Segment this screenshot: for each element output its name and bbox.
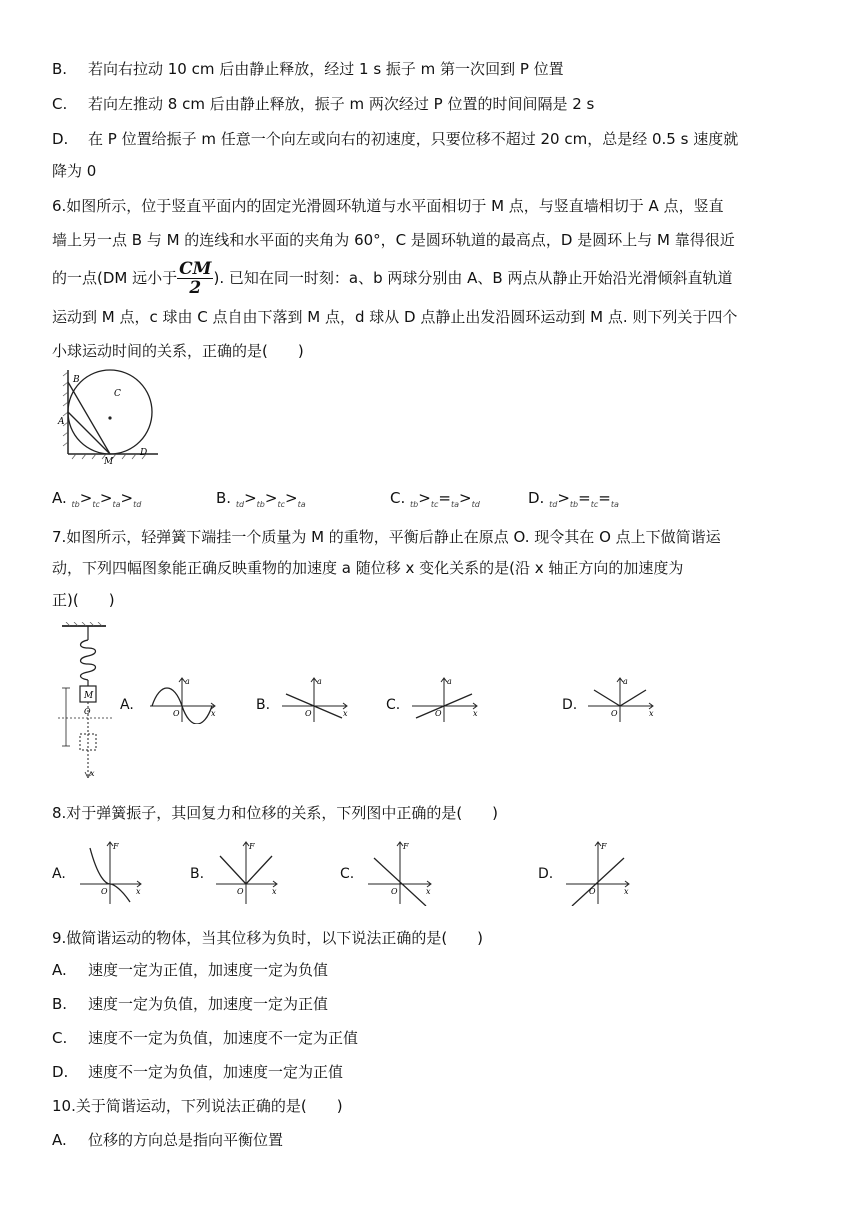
q6-option-c [390, 487, 480, 516]
q7-stem-line2: 动，下列四幅图象能正确反映重物的加速度 a 随位移 x 变化关系的是(沿 x 轴正方向的加速度为 [52, 559, 684, 577]
q5-option-b-text: 若向右拉动 10 cm 后由静止释放，经过 1 s 振子 m 第一次回到 P 位置 [88, 60, 564, 78]
q6-b-p6: ta [297, 500, 306, 509]
q6-fig-label-d: D [140, 448, 148, 458]
q5-option-d-label: D. [52, 130, 69, 148]
q6-d-p2: tb [569, 500, 579, 509]
q6-a-p2: tc [92, 500, 100, 509]
q5-option-b-label: B. [52, 60, 68, 78]
q5-option-d-text: 在 P 位置给振子 m 任意一个向左或向右的初速度，只要位移不超过 20 cm，总是经 0.5 s 速度就 [88, 130, 739, 148]
q6-option-a [52, 487, 141, 516]
q6-b-p0: td [235, 500, 245, 509]
q8-option-c-label: C. [340, 866, 355, 882]
q6-d-p1: > [557, 489, 570, 507]
q8-d-x-label: x [624, 887, 629, 896]
q9-option-a-text: 速度一定为正值，加速度一定为负值 [88, 961, 329, 979]
q8-option-d-label: D. [538, 866, 554, 882]
q6-b-p5: > [284, 489, 298, 507]
q6-b-p3: > [264, 489, 278, 507]
q9-option-d [52, 1061, 343, 1083]
q8-b-o-label: O [237, 887, 244, 896]
q9-option-c-text: 速度不一定为负值，加速度不一定为正值 [88, 1029, 359, 1047]
q6-stem-line5: 小球运动时间的关系，正确的是( ) [52, 342, 304, 360]
q6-fraction [177, 260, 213, 297]
q6-option-b [216, 487, 306, 516]
q6-circle-figure [52, 368, 162, 464]
q6-a-p6: td [133, 500, 142, 509]
q6-b-p2: tb [256, 500, 265, 509]
q7-graph-a [148, 676, 220, 724]
q10-stem: 10.关于简谐运动，下列说法正确的是( ) [52, 1097, 343, 1115]
q6-stem-line1: 6.如图所示，位于竖直平面内的固定光滑圆环轨道与水平面相切于 M 点，与竖直墙相切于 A 点，竖直 [52, 197, 724, 215]
q7-stem-line1: 7.如图所示，轻弹簧下端挂一个质量为 M 的重物，平衡后静止在原点 O. 现令其在 O 点上下做简谐运 [52, 528, 721, 546]
q7-c-o-label: O [435, 709, 442, 718]
q9-option-b-label: B. [52, 995, 68, 1013]
q7-option-b-label: B. [256, 697, 271, 713]
q6-d-p0: td [549, 500, 558, 509]
q5-option-d [52, 128, 738, 150]
q5-option-c-text: 若向左推动 8 cm 后由静止释放，振子 m 两次经过 P 位置的时间间隔是 2 s [88, 95, 595, 113]
q8-option-b-label: B. [190, 866, 205, 882]
q10-option-a [52, 1129, 283, 1151]
q6-d-p3: = [578, 489, 591, 507]
q8-c-y-label: F [403, 842, 409, 851]
q6-c-p6: td [471, 500, 480, 509]
q5-option-d-cont: 降为 0 [52, 162, 97, 180]
q6-stem-line3b: ). 已知在同一时刻：a、b 两球分别由 A、B 两点从静止开始沿光滑倾斜直轨道 [213, 269, 733, 287]
q8-graph-a [76, 840, 146, 906]
q6-stem-line4: 运动到 M 点，c 球由 C 点自由下落到 M 点，d 球从 D 点静止出发沿圆环运动到 M 点. 则下列关于四个 [52, 308, 738, 326]
q6-fig-label-m: M [104, 457, 114, 464]
q6-c-p1: > [418, 489, 431, 507]
q9-option-c-label: C. [52, 1029, 68, 1047]
q8-graph-b [212, 840, 282, 906]
q6-stem-line3a: 的一点(DM 远小于 [52, 269, 178, 287]
q7-option-d-label: D. [562, 697, 578, 713]
q6-fig-label-c: C [114, 389, 121, 399]
q6-d-p5: = [598, 489, 611, 507]
q6-frac-den: 2 [189, 278, 202, 298]
q7-c-x-label: x [473, 709, 478, 718]
q8-d-y-label: F [601, 842, 607, 851]
q8-graph-c [364, 840, 436, 906]
q7-option-a-label: A. [120, 697, 134, 713]
q6-frac-num: CM [179, 259, 212, 279]
q7-option-c-label: C. [386, 697, 401, 713]
q8-b-y-label: F [249, 842, 255, 851]
q6-d-p6: ta [610, 500, 619, 509]
q10-option-a-label: A. [52, 1131, 67, 1149]
q7-d-y-label: a [623, 677, 628, 686]
q7-a-o-label: O [173, 709, 180, 718]
q6-c-p5: > [459, 489, 472, 507]
q6-fig-label-a: A [58, 417, 65, 427]
q8-c-o-label: O [391, 887, 398, 896]
q7-fig-label-m: M [84, 691, 94, 701]
q6-c-p4: ta [450, 500, 459, 509]
q6-option-d [528, 487, 619, 516]
q9-option-d-label: D. [52, 1063, 69, 1081]
q7-stem-line3: 正)( ) [52, 591, 115, 609]
q10-option-a-text: 位移的方向总是指向平衡位置 [88, 1131, 284, 1149]
q9-option-a [52, 959, 328, 981]
q6-stem-line2: 墙上另一点 B 与 M 的连线和水平面的夹角为 60°，C 是圆环轨道的最高点，D 是圆环上与 M 靠得很近 [52, 231, 735, 249]
q5-option-b [52, 58, 564, 80]
q7-fig-label-x: x [90, 769, 95, 778]
q7-c-y-label: a [447, 677, 452, 686]
q7-b-x-label: x [343, 709, 348, 718]
q8-graph-d [562, 840, 634, 906]
q7-a-x-label: x [211, 709, 216, 718]
q8-b-x-label: x [272, 887, 277, 896]
q6-a-p4: ta [112, 500, 121, 509]
q7-d-o-label: O [611, 709, 618, 718]
q6-option-b-label: B. [216, 489, 232, 507]
q6-option-d-label: D. [528, 489, 545, 507]
q6-d-p4: tc [590, 500, 599, 509]
q6-c-p0: tb [410, 500, 419, 509]
q6-a-p5: > [120, 489, 134, 507]
q9-option-a-label: A. [52, 961, 67, 979]
q8-option-a-label: A. [52, 866, 66, 882]
q7-graph-b [280, 676, 352, 724]
q7-fig-label-o: O [84, 707, 91, 716]
q5-option-c [52, 93, 594, 115]
q6-a-p1: > [79, 489, 93, 507]
q8-c-x-label: x [426, 887, 431, 896]
q7-b-y-label: a [317, 677, 322, 686]
q7-graph-d [586, 676, 658, 724]
q8-stem: 8.对于弹簧振子，其回复力和位移的关系，下列图中正确的是( ) [52, 804, 499, 822]
q6-a-p0: tb [71, 500, 80, 509]
q9-option-d-text: 速度不一定为负值，加速度一定为正值 [88, 1063, 344, 1081]
q6-b-p1: > [244, 489, 257, 507]
q7-a-y-label: a [185, 677, 190, 686]
q7-graph-c [410, 676, 482, 724]
q8-a-o-label: O [101, 887, 108, 896]
q6-option-a-label: A. [52, 489, 67, 507]
q7-spring-figure [52, 622, 118, 778]
q9-option-b-text: 速度一定为负值，加速度一定为正值 [88, 995, 329, 1013]
q6-stem-line3 [52, 260, 732, 297]
q6-c-p3: = [438, 489, 451, 507]
q5-option-c-label: C. [52, 95, 68, 113]
q8-a-y-label: F [113, 842, 119, 851]
q6-fig-label-b: B [73, 375, 80, 385]
q9-option-c [52, 1027, 358, 1049]
q7-b-o-label: O [305, 709, 312, 718]
q8-d-o-label: O [589, 887, 596, 896]
q9-option-b [52, 993, 328, 1015]
q8-a-x-label: x [136, 887, 141, 896]
q7-d-x-label: x [649, 709, 654, 718]
q6-b-p4: tc [277, 500, 285, 509]
q9-stem: 9.做简谐运动的物体，当其位移为负时，以下说法正确的是( ) [52, 929, 484, 947]
q6-c-p2: tc [430, 500, 439, 509]
q6-a-p3: > [99, 489, 113, 507]
q6-option-c-label: C. [390, 489, 406, 507]
